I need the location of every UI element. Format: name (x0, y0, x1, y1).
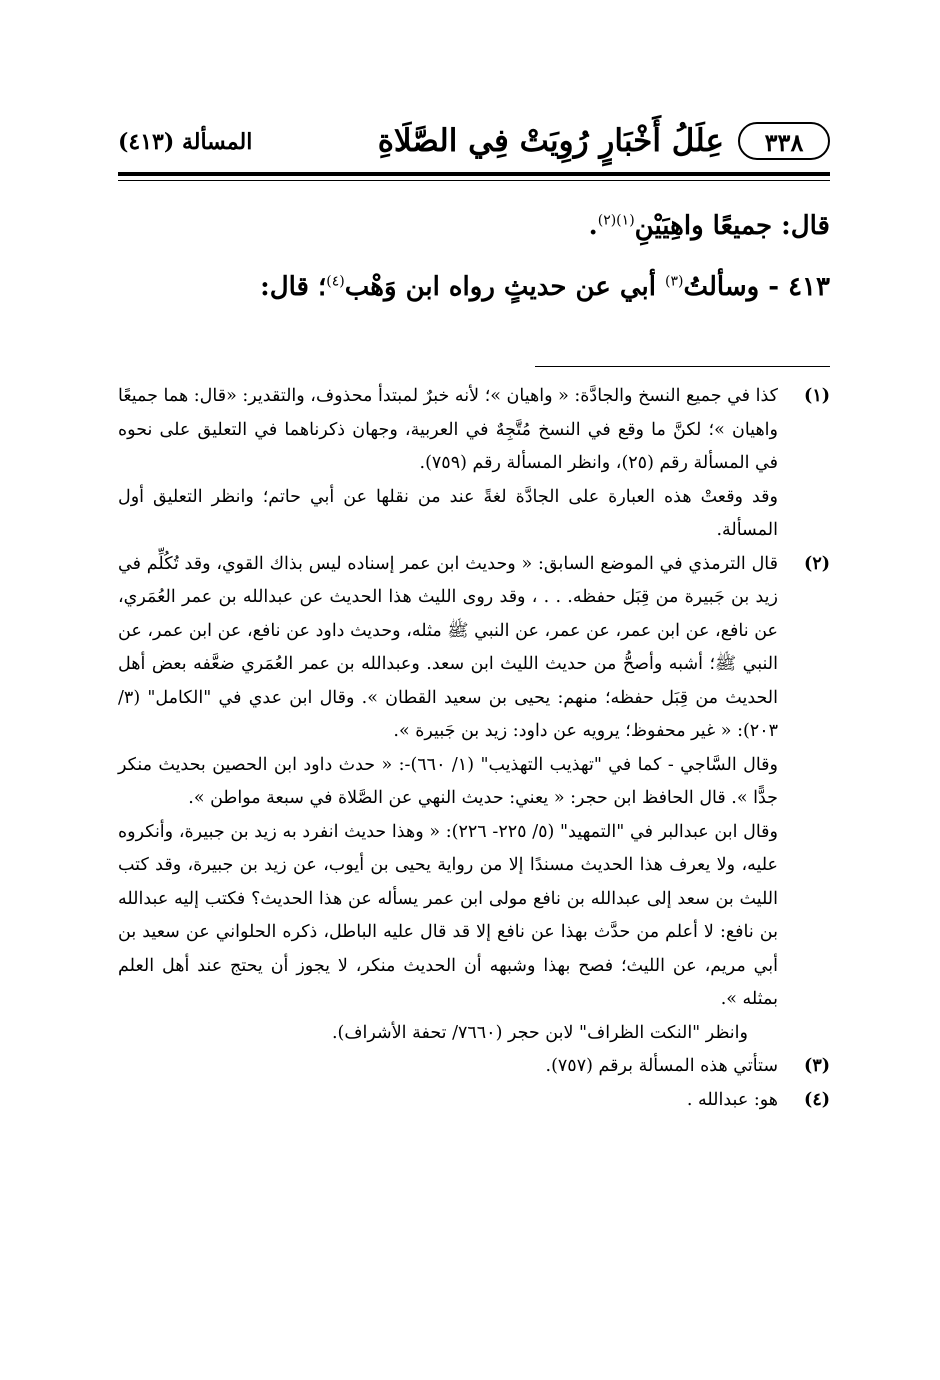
footnote-paragraph: ستأتي هذه المسألة برقم (٧٥٧). (545, 1056, 778, 1076)
header-rule-thick (118, 172, 830, 176)
running-header (118, 120, 830, 164)
footnote-3 (118, 1050, 830, 1084)
footnote-paragraph: وقد وقعتْ هذه العبارة على الجادَّة لغةً عند من نقلها عن أبي حاتم؛ وانظر التعليق أول المسألة. (118, 486, 778, 540)
line2-ref1: (٣) (665, 273, 684, 290)
footnote-paragraph: وقال السَّاجي - كما في "تهذيب التهذيب" (١/ ٦٦٠)-: « حدث داود ابن الحصين بحديث منكر جدًّا ». قال الحافظ ابن حجر: « يعني: حديث النهي عن الصَّلاة في سبعة مواطن ». (118, 754, 778, 808)
line1-end: . (588, 211, 598, 241)
line2-part2: أبي عن حديثٍ رواه ابن وَهْب (344, 272, 666, 302)
book-title: عِلَلُ أَخْبَارٍ رُوِيَتْ فِي الصَّلَاةِ (377, 123, 724, 159)
main-line-1 (118, 203, 830, 249)
footnotes (118, 380, 830, 1117)
footnote-2 (118, 548, 830, 1051)
footnote-paragraph: وقال ابن عبدالبر في "التمهيد" (٥/ ٢٢٥- ٢٢٦): « وهذا حديث انفرد به زيد بن جبيرة، وأنكروه عليه، ولا يعرف هذا الحديث مسندًا إلا من رواية يحيى بن أيوب، عن زيد بن جبيرة، وقد كتب الليث بن سعد إلى عبدالله بن نافع مولى ابن عمر يسأله عن هذا الحديث؟ فكتب إليه عبدالله بن نافع: لا أعلم من حدَّث بهذا عن نافع إلا قد قال عليه الباطل، ذكره الحلواني عن سعيد بن أبي مريم، عن الليث؛ فصح بهذا وشبهه أن الحديث منكر، لا يجوز أن يحتج عند أهل العلم بمثله ». (118, 821, 778, 1009)
footnote-number: (١) (804, 386, 830, 406)
line2-part3: ؛ قال: (260, 272, 327, 302)
line2-ref2: (٤) (326, 273, 345, 290)
footnote-number: (٢) (804, 553, 830, 574)
issue-label: المسألة (٤١٣) (118, 129, 253, 155)
footnote-separator (535, 366, 830, 367)
footnote-1 (118, 380, 830, 548)
line2-part1: ٤١٣ - وسألتُ (683, 272, 830, 302)
main-line-2 (118, 264, 830, 310)
footnote-paragraph-indented: وانظر "النكت الظراف" لابن حجر (٧٦٦٠/ تحفة الأشراف). (331, 1022, 748, 1043)
footnote-number: (٣) (804, 1056, 830, 1076)
footnote-4 (118, 1084, 830, 1118)
header-rule-thin (118, 180, 830, 181)
line1-text: قال: جميعًا واهِيَيْنِ (634, 211, 830, 241)
page-number: ٣٣٨ (738, 122, 830, 160)
footnote-paragraph: قال الترمذي في الموضع السابق: « وحديث ابن عمر إسناده ليس بذاك القوي، وقد تُكُلِّم في زيد بن جَبيرة من قِبَل حفظه. . . ، وقد روى الليث هذا الحديث عن عبدالله بن عمر العُمَري، عن نافع، عن ابن عمر، عن عمر، عن النبي ﷺ مثله، وحديث داود عن نافع، عن ابن عمر، عن النبي ﷺ؛ أشبه وأصحُّ من حديث الليث ابن سعد. وعبدالله بن عمر العُمَري ضعَّفه بعض أهل الحديث من قِبَل حفظه؛ منهم: يحيى بن سعيد القطان ». وقال ابن عدي في "الكامل" (٣/ ٢٠٣): « غير محفوظ؛ يرويه عن داود: زيد بن جَبيرة ». (118, 553, 778, 741)
line1-refs: (١)(٢) (597, 212, 635, 229)
footnote-paragraph: هو: عبدالله . (686, 1089, 778, 1110)
footnote-number: (٤) (804, 1089, 830, 1110)
footnote-paragraph: كذا في جميع النسخ والجادَّة: « واهيان »؛ لأنه خبرٌ لمبتدأ محذوف، والتقدير: «قال: هما جميعًا واهيان »؛ لكنَّ ما وقع في النسخ مُتَّجِهٌ في العربية، وجهان ذكرناهما في التعليق على نحوه في المسألة رقم (٢٥)، وانظر المسألة رقم (٧٥٩). (117, 386, 778, 473)
